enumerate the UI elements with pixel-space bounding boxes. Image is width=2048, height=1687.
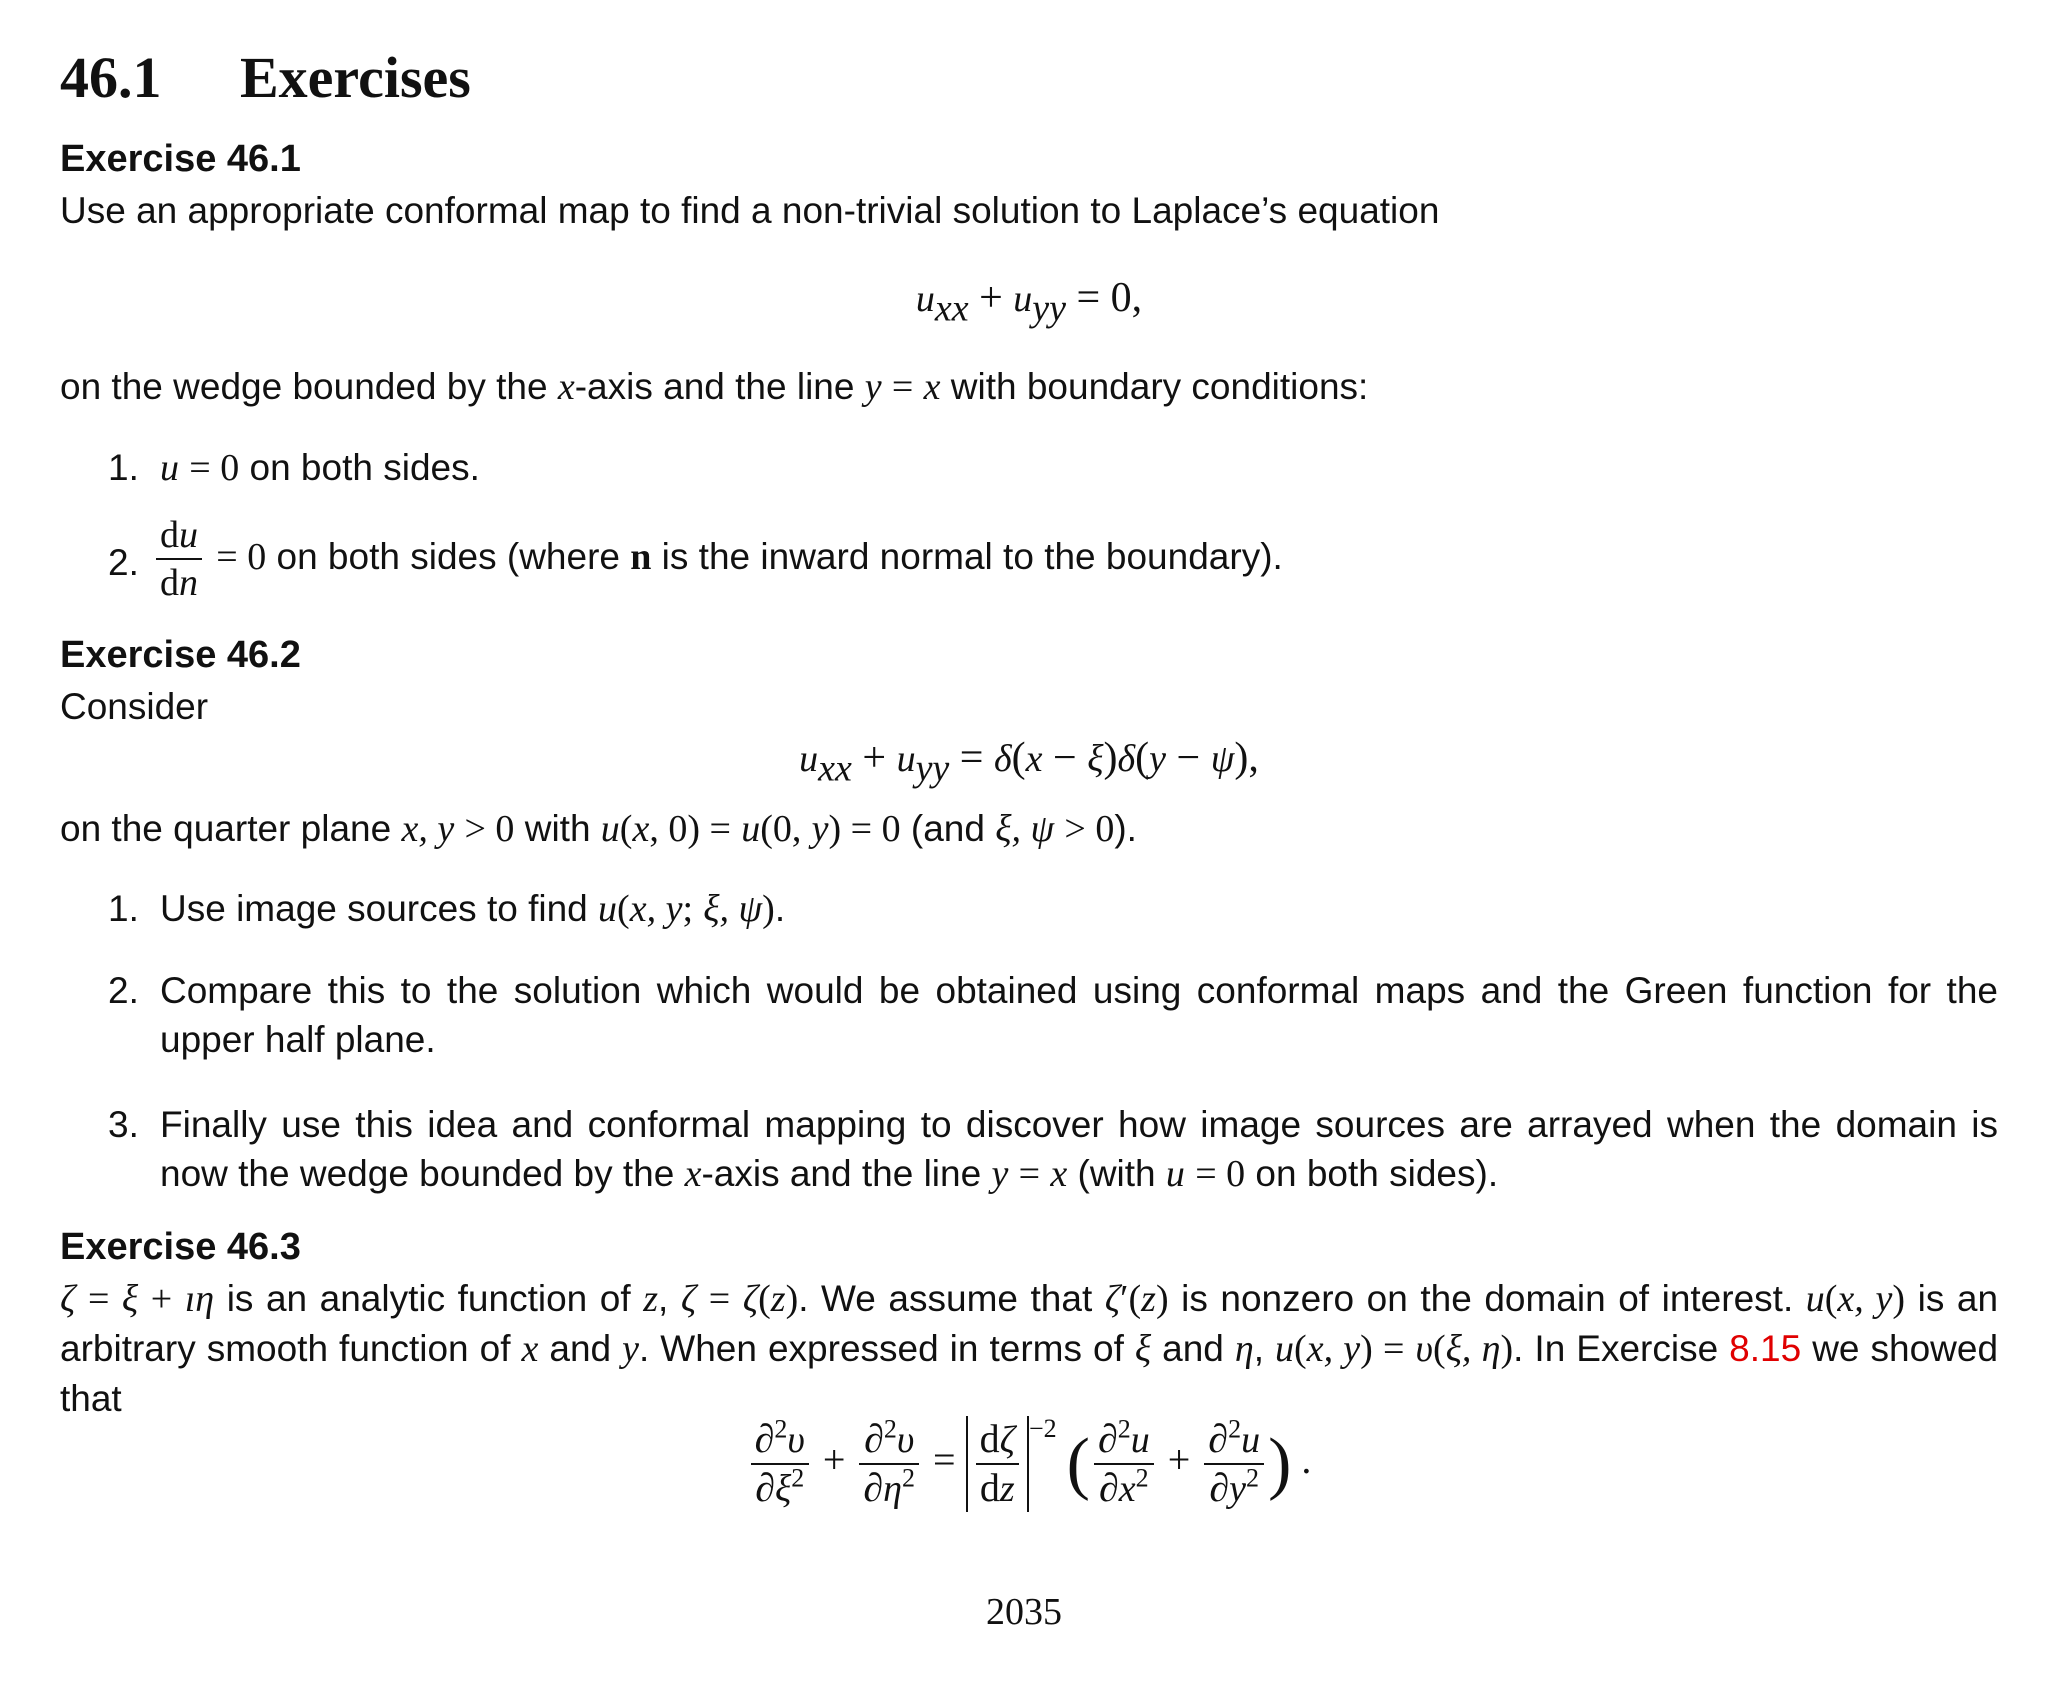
list-item: 2. $\frac{du}{dn}$ = 0 on both sides (where n is the inward normal to the boundary). bbox=[108, 514, 1283, 604]
exercise-heading: Exercise 46.2 bbox=[60, 634, 301, 676]
section-number: 46.1 bbox=[60, 45, 162, 110]
list-item: 2. Compare this to the solution which would be obtained using conformal maps and the Green function for the upper half plane. bbox=[108, 970, 1998, 1060]
exercise-reference-link[interactable]: 8.15 bbox=[1729, 1328, 1802, 1369]
display-equation: $\frac{\partial^2\upsilon}{\partial\xi^2}$ + $\frac{\partial^2\upsilon}{\partial\eta^2}$ = $\frac{d\zeta}{dz}$ $^{-2}$ ( $\frac{\partial^2u}{\partial x^2}$ + $\frac{\partial^2u}{\partial y^2}$ ) . bbox=[60, 1416, 1998, 1512]
exercise-text: Use an appropriate conformal map to find a non-trivial solution to Laplace’s equation bbox=[60, 190, 1440, 231]
exercise-text: on the quarter plane x, y > 0 with u(x, 0) = u(0, y) = 0 (and ξ, ψ > 0). bbox=[60, 808, 1137, 850]
exercise-heading: Exercise 46.1 bbox=[60, 138, 301, 180]
section-title: Exercises bbox=[240, 45, 471, 110]
display-equation: $u_{xx} + u_{yy} = \delta(x - \xi)\delta(y - \psi)$, bbox=[799, 735, 1259, 790]
exercise-text: ζ = ξ + ıη is an analytic function of z, ζ = ζ(z). We assume that ζ′(z) is nonzero on the domain of interest. u(x, y) is an arbitrary smooth function of x and y. When expressed in terms of ξ and η, u(x, y) = υ(ξ, η). In Exercise 8.15 we showed that bbox=[60, 1278, 1999, 1419]
list-item: 1. u = 0 on both sides. bbox=[108, 447, 480, 489]
exercise-text: on the wedge bounded by the x-axis and the line y = x with boundary conditions: bbox=[60, 366, 1369, 408]
list-item: 3. Finally use this idea and conformal mapping to discover how image sources are arrayed when the domain is now the wedge bounded by the x-axis and the line y = x (with u = 0 on both sides). bbox=[108, 1104, 1998, 1195]
exercise-text: Consider bbox=[60, 686, 209, 727]
display-equation: $u_{xx} + u_{yy} = 0$, bbox=[915, 275, 1143, 330]
page-number: 2035 bbox=[986, 1591, 1062, 1633]
list-item: 1. Use image sources to find u(x, y; ξ, ψ). bbox=[108, 888, 786, 930]
exercise-heading: Exercise 46.3 bbox=[60, 1226, 301, 1268]
section-heading bbox=[60, 44, 471, 111]
